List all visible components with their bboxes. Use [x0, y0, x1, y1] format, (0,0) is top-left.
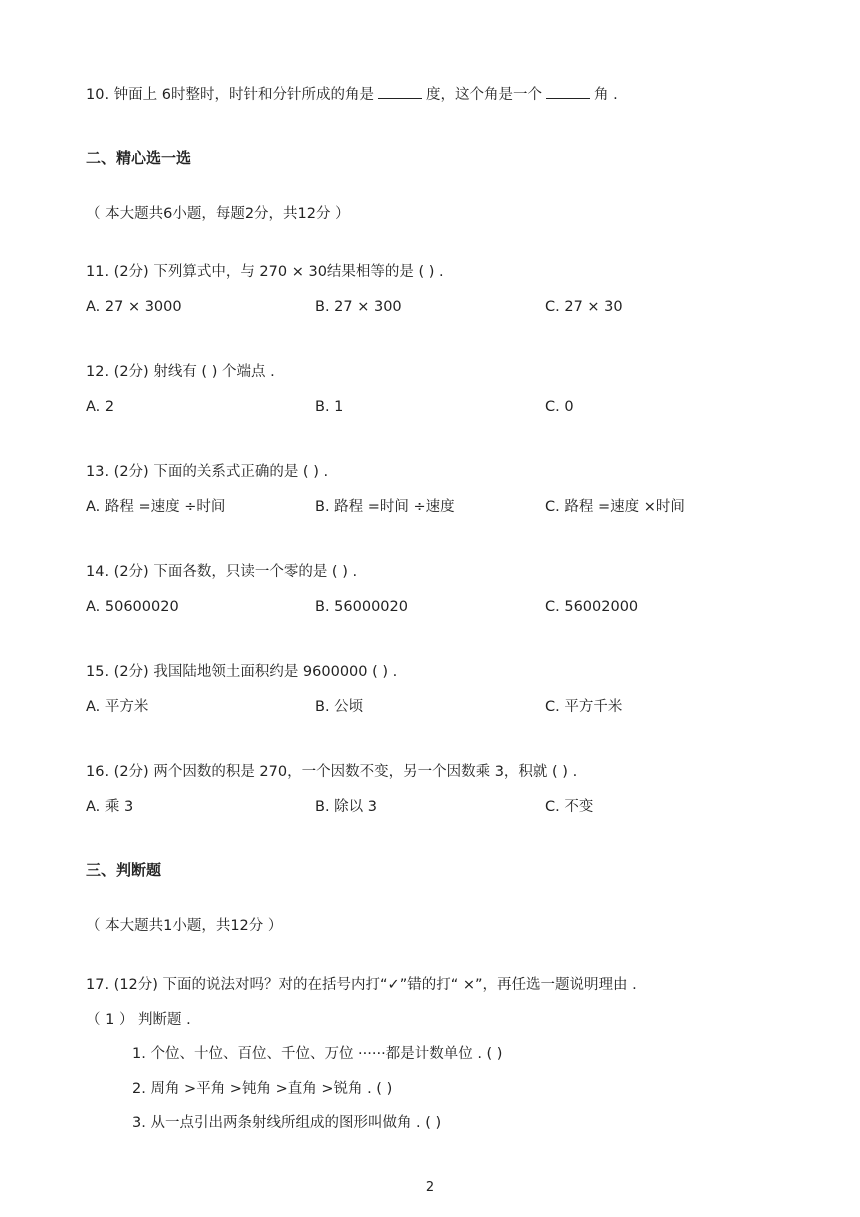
q16-option-a[interactable]: A. 乘 3	[86, 799, 134, 815]
q14-option-a[interactable]: A. 50600020	[86, 599, 179, 615]
q12-option-c[interactable]: C. 0	[545, 399, 574, 415]
q11-option-b[interactable]: B. 27 × 300	[315, 299, 402, 315]
question-15-stem: 15. (2分) 我国陆地领土面积约是 9600000 ( ) .	[86, 664, 398, 680]
question-11-stem: 11. (2分) 下列算式中，与 270 × 30结果相等的是 ( ) .	[86, 264, 444, 280]
section-3-note: （ 本大题共1小题，共12分 ）	[86, 918, 283, 934]
section-3-title: 三、判断题	[86, 861, 162, 879]
question-10	[86, 84, 618, 105]
q13-option-c[interactable]: C. 路程 =速度 ×时间	[545, 499, 685, 515]
section-2-note: （ 本大题共6小题，每题2分，共12分 ）	[86, 206, 350, 222]
q11-option-a[interactable]: A. 27 × 3000	[86, 299, 182, 315]
question-13-stem: 13. (2分) 下面的关系式正确的是 ( ) .	[86, 464, 329, 480]
page-number: 2	[425, 1180, 435, 1195]
section-2-title: 二、精心选一选	[86, 149, 192, 167]
q17-item-3: 3. 从一点引出两条射线所组成的图形叫做角 . ( )	[132, 1115, 442, 1131]
q10-blank-2[interactable]	[546, 84, 590, 99]
q13-option-a[interactable]: A. 路程 =速度 ÷时间	[86, 499, 226, 515]
q15-option-b[interactable]: B. 公顷	[315, 699, 364, 715]
q10-text-pre: 10. 钟面上 6时整时，时针和分针所成的角是	[86, 87, 375, 103]
q14-option-b[interactable]: B. 56000020	[315, 599, 408, 615]
q16-option-c[interactable]: C. 不变	[545, 799, 594, 815]
q17-item-2: 2. 周角 >平角 >钝角 >直角 >锐角 . ( )	[132, 1081, 393, 1097]
q10-blank-1[interactable]	[378, 84, 422, 99]
q12-option-b[interactable]: B. 1	[315, 399, 344, 415]
question-14-stem: 14. (2分) 下面各数，只读一个零的是 ( ) .	[86, 564, 358, 580]
q14-option-c[interactable]: C. 56002000	[545, 599, 639, 615]
question-17-stem: 17. (12分) 下面的说法对吗？对的在括号内打“✓”错的打“ ×”，再任选一题说明理由 .	[86, 977, 637, 993]
q17-item-1: 1. 个位、十位、百位、千位、万位 ······都是计数单位 . ( )	[132, 1046, 503, 1062]
question-16-stem: 16. (2分) 两个因数的积是 270，一个因数不变，另一个因数乘 3，积就 ( ) .	[86, 764, 578, 780]
q12-option-a[interactable]: A. 2	[86, 399, 115, 415]
q17-part-label: （ 1 ） 判断题 .	[86, 1012, 191, 1028]
q15-option-a[interactable]: A. 平方米	[86, 699, 149, 715]
q10-text-mid: 度，这个角是一个	[426, 87, 543, 103]
q11-option-c[interactable]: C. 27 × 30	[545, 299, 623, 315]
q10-text-post: 角 .	[594, 87, 618, 103]
q16-option-b[interactable]: B. 除以 3	[315, 799, 378, 815]
question-12-stem: 12. (2分) 射线有 ( ) 个端点 .	[86, 364, 275, 380]
q15-option-c[interactable]: C. 平方千米	[545, 699, 623, 715]
q13-option-b[interactable]: B. 路程 =时间 ÷速度	[315, 499, 455, 515]
